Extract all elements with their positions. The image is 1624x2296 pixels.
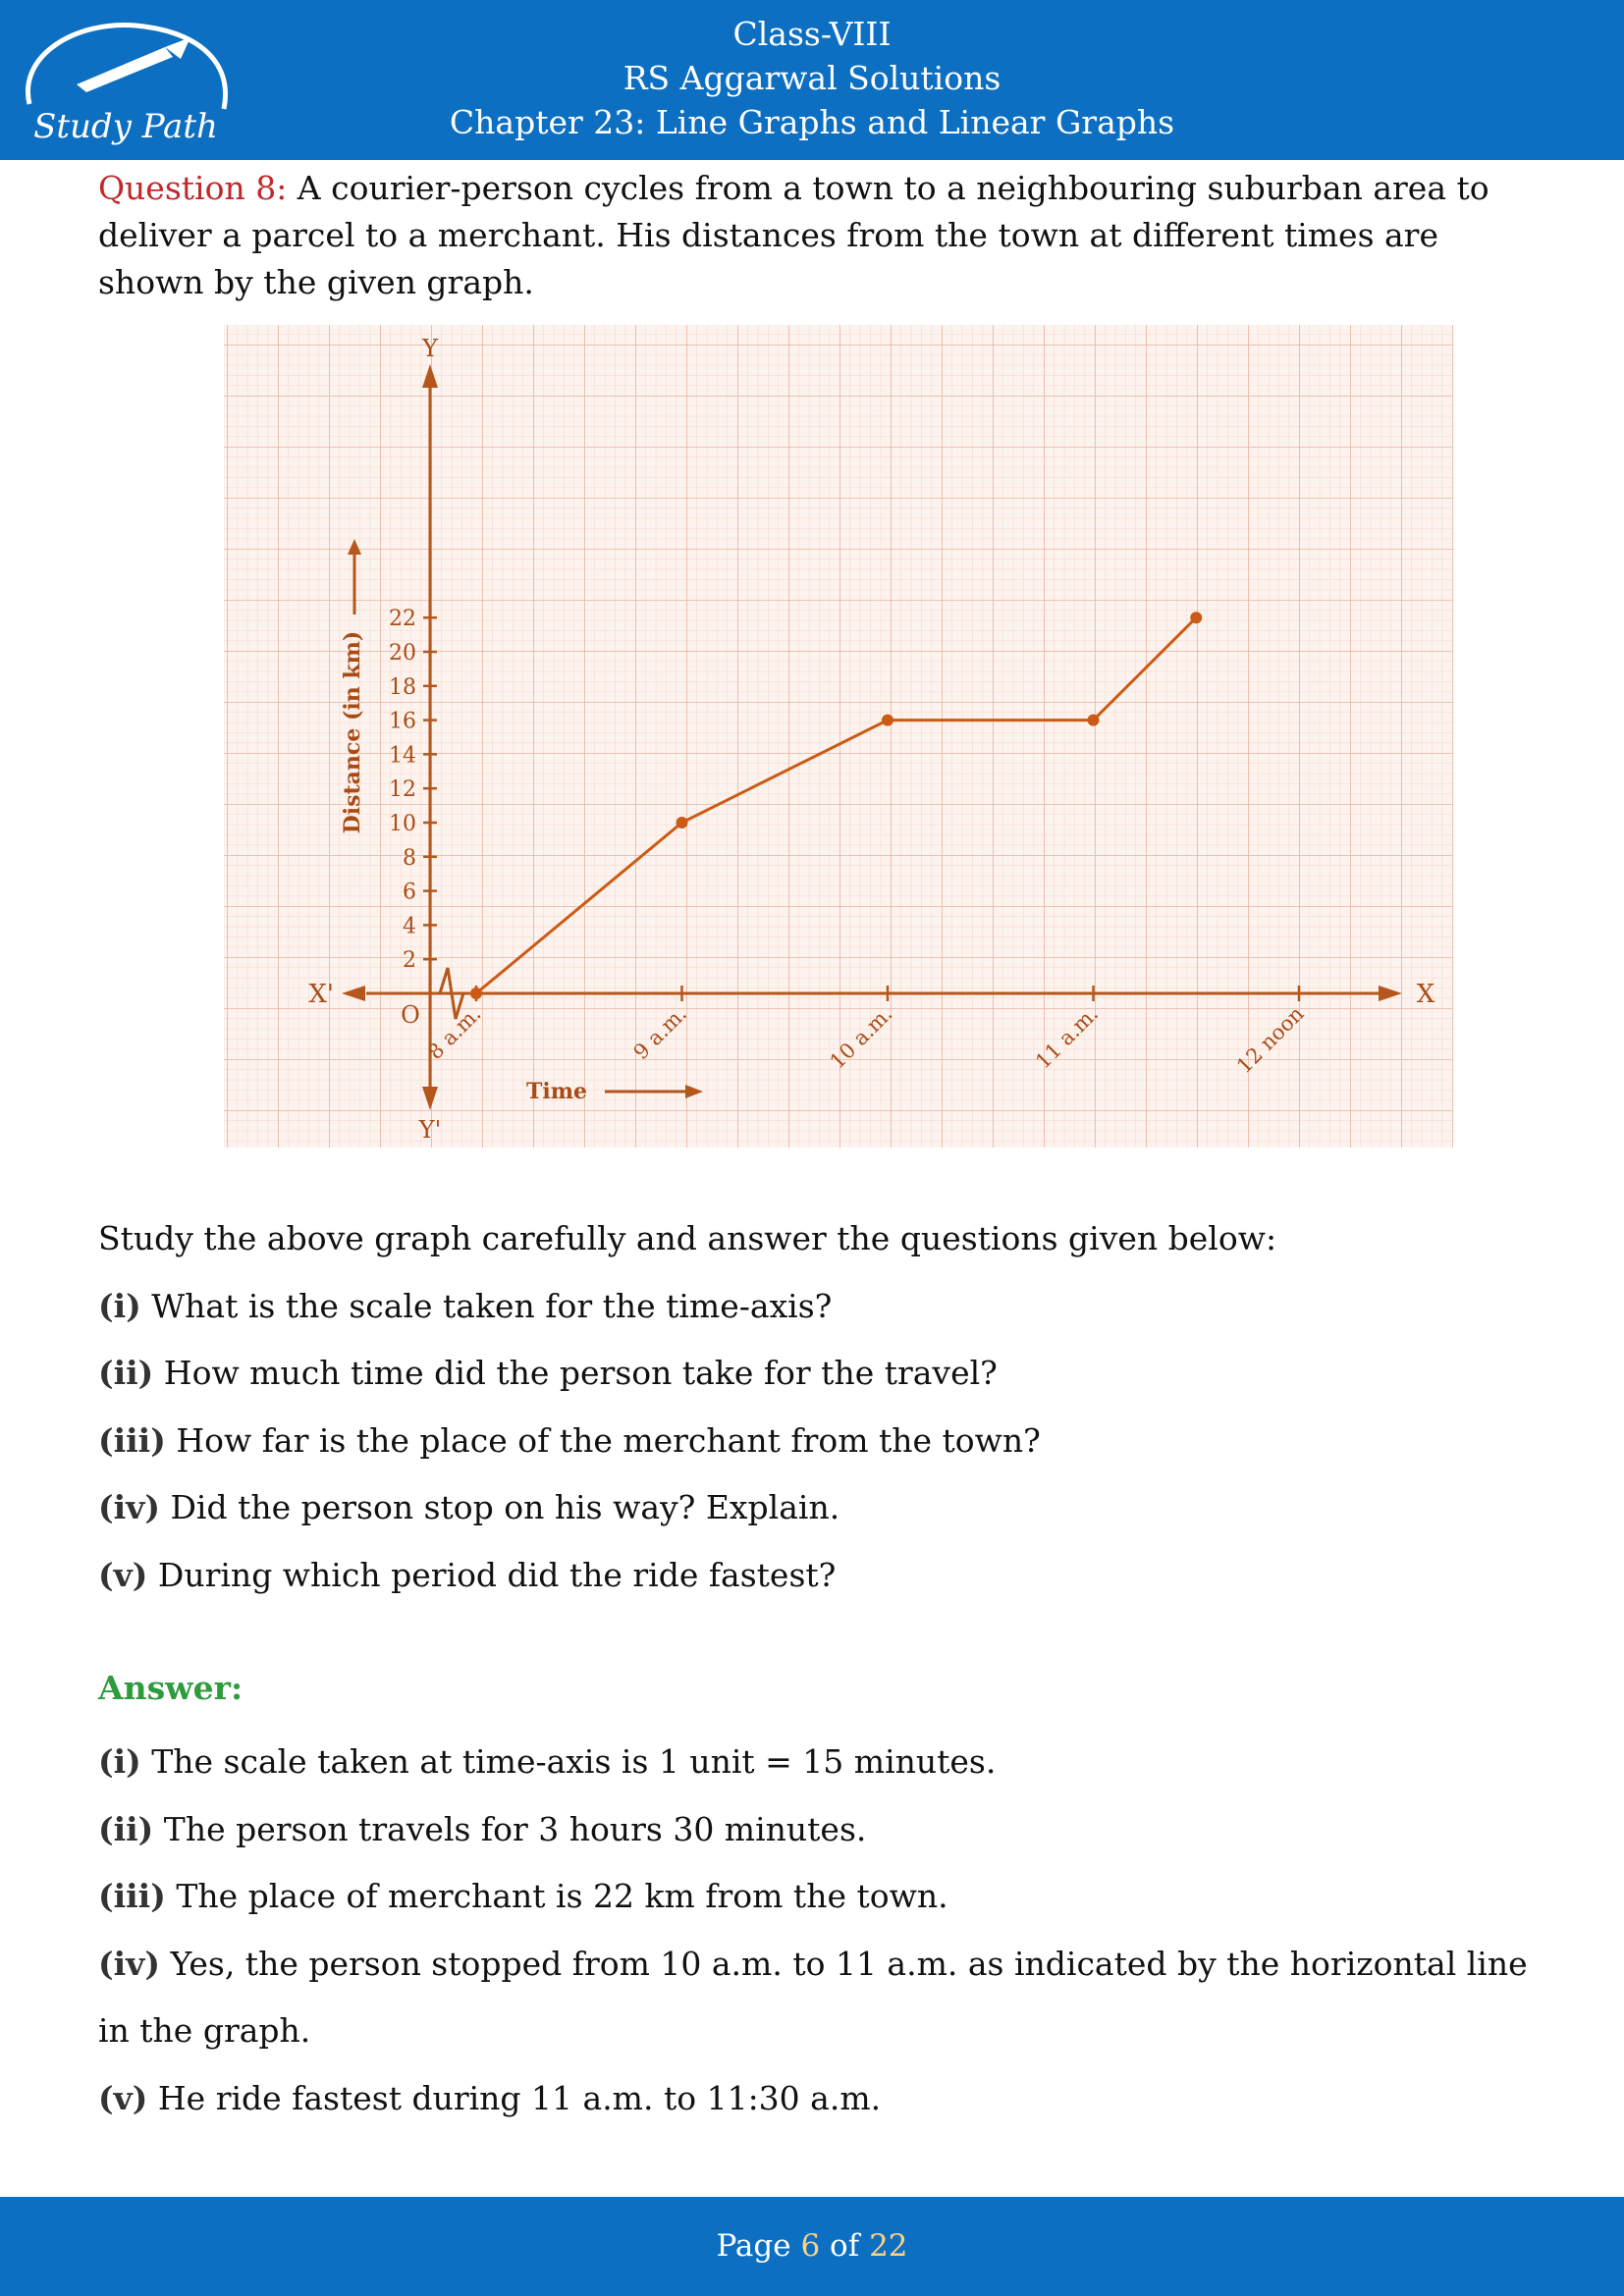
header-book: RS Aggarwal Solutions [623,59,1001,97]
question-item [98,1484,1542,1552]
footer-middle: of [820,2228,870,2264]
y-axis-label: Distance (in km) [340,630,365,834]
y-tick-label: 22 [389,607,416,632]
answer-item [98,2007,1542,2075]
data-point [470,988,482,999]
x-tick-label: 9 a.m. [628,1001,692,1065]
svg-text:Study Path: Study Path [33,107,218,146]
answer-number: (v) [98,2078,148,2117]
y-neg-axis-letter: Y' [418,1116,442,1144]
question-text [98,165,1542,306]
y-tick-label: 20 [389,641,416,666]
answer-heading: Answer: [98,1669,244,1707]
question-label: Question 8: [98,169,288,207]
y-tick-label: 14 [389,743,416,769]
question-number: (iii) [98,1420,166,1460]
data-point [882,715,893,726]
question-number: (v) [98,1555,148,1594]
answer-number: (iii) [98,1877,166,1915]
footer-prefix: Page [716,2228,801,2264]
y-tick-label: 16 [389,709,416,734]
origin-label: O [401,1001,420,1029]
answer-number: (iv) [98,1944,160,1983]
answer-item [98,1806,1542,1874]
question-item [98,1552,1542,1620]
answer-item [98,1941,1542,2008]
answer-item-text: The scale taken at time-axis is 1 unit = 15 minutes. [140,1742,997,1781]
x-tick-label: 10 a.m. [825,1001,897,1074]
answer-item-text: He ride fastest during 11 a.m. to 11:30 a.m. [147,2078,882,2117]
y-axis-letter: Y [422,335,438,362]
question-list [98,1215,1542,1619]
answer-number: (ii) [98,1809,154,1848]
page-header [0,0,1624,160]
question-number: (ii) [98,1354,154,1392]
question-item-text: Did the person stop on his way? Explain. [159,1488,840,1526]
x-neg-axis-letter: X' [308,980,334,1009]
x-tick-label: 8 a.m. [423,1001,486,1065]
y-tick-label: 12 [389,777,416,803]
question-item-text: What is the scale taken for the time-axis? [140,1286,833,1325]
question-body: A courier-person cycles from a town to a neighbouring suburban area to deliver a parcel to a merchant. His distances from the town at different times are shown by the given graph. [98,169,1489,301]
data-point [1190,612,1202,623]
question-item [98,1350,1542,1417]
answer-item-text: The place of merchant is 22 km from the town. [165,1877,948,1915]
data-point [1088,715,1100,726]
instruction-text: Study the above graph carefully and answer the questions given below: [98,1219,1277,1257]
question-number: (i) [98,1286,141,1325]
x-axis-letter: X [1416,980,1435,1009]
x-tick-label: 11 a.m. [1031,1001,1104,1074]
answer-list [98,1738,1542,2142]
x-tick-label: 12 noon [1231,1001,1309,1079]
study-path-logo [18,16,236,153]
question-item [98,1283,1542,1351]
y-tick-label: 18 [389,674,416,700]
question-number: (iv) [98,1488,160,1526]
page-footer [0,2197,1624,2296]
distance-time-graph [224,325,1453,1148]
answer-item-text: The person travels for 3 hours 30 minutes. [153,1809,867,1848]
answer-number: (i) [98,1742,141,1781]
data-point [677,817,688,828]
y-tick-label: 6 [403,880,416,905]
y-tick-label: 8 [403,845,416,871]
y-tick-label: 4 [403,914,416,939]
y-tick-label: 10 [389,812,416,836]
answer-item [98,1738,1542,1806]
answer-item [98,1873,1542,1941]
answer-item [98,2075,1542,2143]
question-item-text: How far is the place of the merchant from the town? [165,1420,1041,1460]
header-class: Class-VIII [732,15,892,53]
answer-item-text: in the graph. [98,2011,311,2050]
question-item-text: During which period did the ride fastest? [147,1555,837,1594]
current-page: 6 [800,2228,821,2264]
question-item-text: How much time did the person take for the travel? [153,1354,998,1392]
total-pages: 22 [869,2228,908,2264]
question-item [98,1417,1542,1485]
y-tick-label: 2 [403,948,416,974]
x-axis-label: Time [525,1079,587,1104]
answer-item-text: Yes, the person stopped from 10 a.m. to 11 a.m. as indicated by the horizontal line [159,1944,1528,1983]
header-chapter: Chapter 23: Line Graphs and Linear Graphs [449,103,1175,141]
